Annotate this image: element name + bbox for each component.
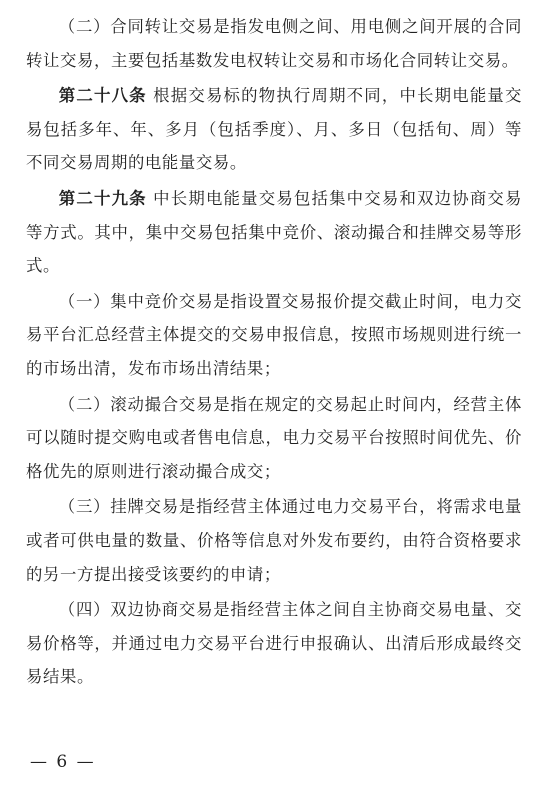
article-number: 第二十八条	[58, 86, 147, 106]
paragraph-article-28	[26, 79, 522, 180]
article-number: 第二十九条	[58, 188, 147, 208]
paragraph-text: （三）挂牌交易是指经营主体通过电力交易平台，将需求电量或者可供电量的数量、价格等信息对外发布要约，由符合资格要求的另一方提出接受该要约的申请；	[26, 497, 522, 584]
paragraph-text: （一）集中竞价交易是指设置交易报价提交截止时间，电力交易平台汇总经营主体提交的交易申报信息，按照市场规则进行统一的市场出清，发布市场出清结果；	[26, 291, 522, 378]
paragraph-centralized-bidding	[26, 285, 522, 386]
paragraph-article-29	[26, 182, 522, 283]
page-number: — 6 —	[30, 752, 96, 772]
paragraph-text: （二）合同转让交易是指发电侧之间、用电侧之间开展的合同转让交易，主要包括基数发电权转让交易和市场化合同转让交易。	[26, 17, 522, 70]
paragraph-text: （四）双边协商交易是指经营主体之间自主协商交易电量、交易价格等，并通过电力交易平台进行申报确认、出清后形成最终交易结果。	[26, 600, 522, 687]
paragraph-listing-trade	[26, 490, 522, 591]
paragraph-text: 中长期电能量交易包括集中交易和双边协商交易等方式。其中，集中交易包括集中竞价、滚动撮合和挂牌交易等形式。	[26, 188, 522, 276]
paragraph-rolling-matching	[26, 388, 522, 489]
document-body	[26, 10, 522, 694]
paragraph-contract-transfer	[26, 10, 522, 77]
paragraph-text: （二）滚动撮合交易是指在规定的交易起止时间内，经营主体可以随时提交购电或者售电信息，电力交易平台按照时间优先、价格优先的原则进行滚动撮合成交；	[26, 394, 522, 481]
paragraph-bilateral-negotiation	[26, 593, 522, 694]
paragraph-text: 根据交易标的物执行周期不同，中长期电能量交易包括多年、年、多月（包括季度）、月、多日（包括旬、周）等不同交易周期的电能量交易。	[26, 86, 522, 173]
